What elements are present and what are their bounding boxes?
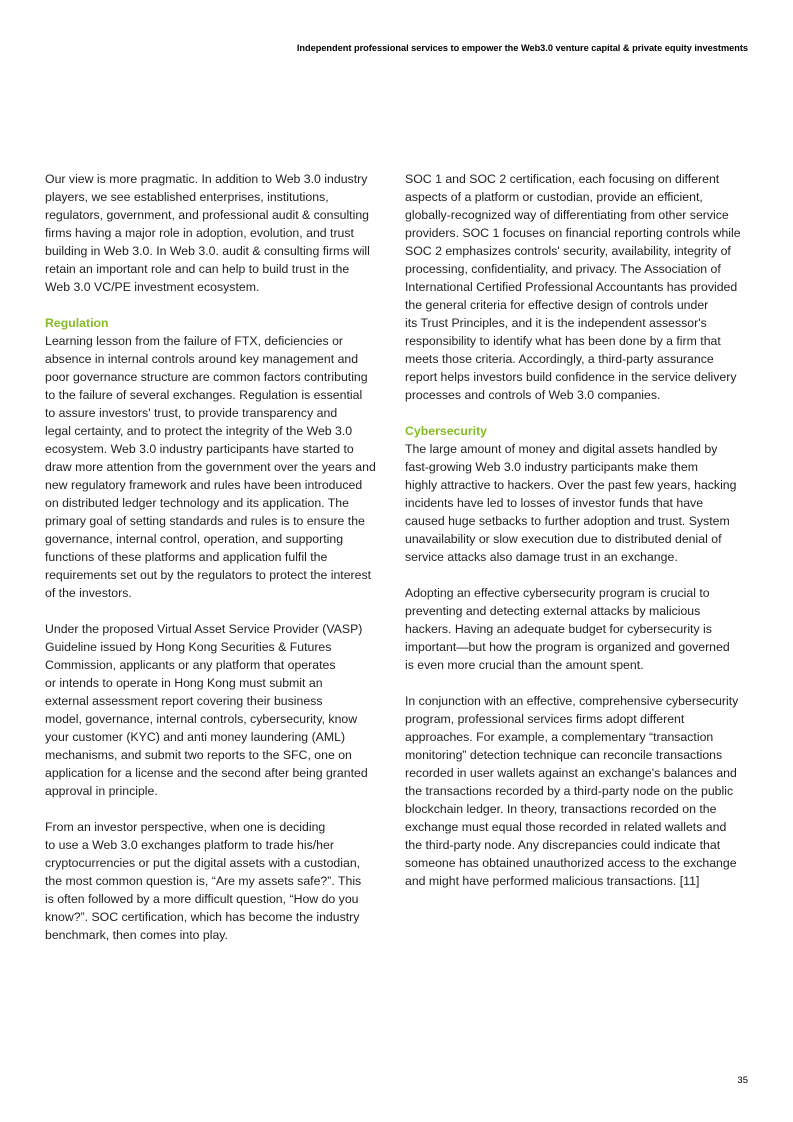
page-header-title: Independent professional services to empower the Web3.0 venture capital & private equity investments xyxy=(296,43,748,53)
text-line: processing, confidentiality, and privacy. The Association of xyxy=(405,262,721,276)
text-line: cryptocurrencies or put the digital assets with a custodian, xyxy=(45,856,361,870)
text-line: or intends to operate in Hong Kong must submit an xyxy=(45,676,323,690)
text-line: to the failure of several exchanges. Regulation is essential xyxy=(45,388,363,402)
text-line: ecosystem. Web 3.0 industry participants have started to xyxy=(45,442,354,456)
regulation-heading: Regulation xyxy=(45,316,109,330)
text-line: The large amount of money and digital assets handled by xyxy=(405,442,718,456)
text-line: to assure investors' trust, to provide transparency and xyxy=(45,406,338,420)
regulation-section xyxy=(45,314,387,602)
text-line: firms having a major role in adoption, evolution, and trust xyxy=(45,226,354,240)
text-line: program, professional services firms adopt different xyxy=(405,712,685,726)
cybersecurity-paragraph xyxy=(405,440,750,566)
text-line: Learning lesson from the failure of FTX, deficiencies or xyxy=(45,334,344,348)
text-line: the most common question is, “Are my assets safe?”. This xyxy=(45,874,362,888)
right-column xyxy=(405,170,750,908)
cybersecurity-heading: Cybersecurity xyxy=(405,424,488,438)
text-line: someone has obtained unauthorized access to the exchange xyxy=(405,856,737,870)
text-line: processes and controls of Web 3.0 companies. xyxy=(405,388,661,402)
text-line: approval in principle. xyxy=(45,784,158,798)
text-line: In conjunction with an effective, comprehensive cybersecurity xyxy=(405,694,739,708)
text-line: Our view is more pragmatic. In addition to Web 3.0 industry xyxy=(45,172,368,186)
text-line: important—but how the program is organized and governed xyxy=(405,640,730,654)
text-line: blockchain ledger. In theory, transactions recorded on the xyxy=(405,802,717,816)
conjunction-paragraph xyxy=(405,692,750,890)
text-line: meets those criteria. Accordingly, a third-party assurance xyxy=(405,352,714,366)
text-line: draw more attention from the government over the years and xyxy=(45,460,376,474)
text-line: the third-party node. Any discrepancies could indicate that xyxy=(405,838,721,852)
text-line: primary goal of setting standards and rules is to ensure the xyxy=(45,514,365,528)
text-line: requirements set out by the regulators to protect the interest xyxy=(45,568,372,582)
text-line: caused huge setbacks to further adoption and trust. System xyxy=(405,514,730,528)
text-line: preventing and detecting external attacks by malicious xyxy=(405,604,701,618)
text-line: Under the proposed Virtual Asset Service Provider (VASP) xyxy=(45,622,363,636)
text-line: absence in internal controls around key management and xyxy=(45,352,359,366)
text-line: service attacks also damage trust in an exchange. xyxy=(405,550,678,564)
text-line: players, we see established enterprises, institutions, xyxy=(45,190,329,204)
text-line: hackers. Having an adequate budget for cybersecurity is xyxy=(405,622,712,636)
left-column xyxy=(45,170,387,962)
text-line: highly attractive to hackers. Over the past few years, hacking xyxy=(405,478,737,492)
text-line: providers. SOC 1 focuses on financial reporting controls while xyxy=(405,226,741,240)
text-line: mechanisms, and submit two reports to the SFC, one on xyxy=(45,748,352,762)
text-line: SOC 2 emphasizes controls' security, availability, integrity of xyxy=(405,244,731,258)
text-line: functions of these platforms and application fulfil the xyxy=(45,550,328,564)
text-line: new regulatory framework and rules have been introduced xyxy=(45,478,363,492)
regulation-paragraph xyxy=(45,332,387,602)
text-line: Adopting an effective cybersecurity program is crucial to xyxy=(405,586,710,600)
text-line: retain an important role and can help to build trust in the xyxy=(45,262,350,276)
program-paragraph xyxy=(405,584,750,674)
text-line: is often followed by a more difficult question, “How do you xyxy=(45,892,359,906)
text-line: Web 3.0 VC/PE investment ecosystem. xyxy=(45,280,260,294)
text-line: of the investors. xyxy=(45,586,132,600)
text-line: SOC 1 and SOC 2 certification, each focusing on different xyxy=(405,172,720,186)
text-line: your customer (KYC) and anti money laundering (AML) xyxy=(45,730,346,744)
text-line: external assessment report covering their business xyxy=(45,694,323,708)
vasp-paragraph xyxy=(45,620,387,800)
text-line: building in Web 3.0. In Web 3.0. audit & consulting firms will xyxy=(45,244,370,258)
text-line: model, governance, internal controls, cybersecurity, know xyxy=(45,712,358,726)
text-line: exchange must equal those recorded in related wallets and xyxy=(405,820,727,834)
text-line: Commission, applicants or any platform that operates xyxy=(45,658,336,672)
text-line: poor governance structure are common factors contributing xyxy=(45,370,368,384)
text-line: benchmark, then comes into play. xyxy=(45,928,228,942)
text-line: Guideline issued by Hong Kong Securities & Futures xyxy=(45,640,332,654)
text-line: globally-recognized way of differentiating from other service xyxy=(405,208,729,222)
text-line: on distributed ledger technology and its application. The xyxy=(45,496,349,510)
text-line: the transactions recorded by a third-party node on the public xyxy=(405,784,734,798)
intro-paragraph xyxy=(45,170,387,296)
page-number: 35 xyxy=(737,1075,748,1086)
text-line: regulators, government, and professional audit & consulting xyxy=(45,208,370,222)
text-line: report helps investors build confidence in the service delivery xyxy=(405,370,737,384)
text-line: aspects of a platform or custodian, provide an efficient, xyxy=(405,190,703,204)
text-line: fast-growing Web 3.0 industry participants make them xyxy=(405,460,698,474)
text-line: application for a license and the second after being granted xyxy=(45,766,368,780)
text-line: its Trust Principles, and it is the independent assessor's xyxy=(405,316,707,330)
text-line: From an investor perspective, when one is deciding xyxy=(45,820,326,834)
text-line: incidents have led to losses of investor funds that have xyxy=(405,496,704,510)
soc-paragraph xyxy=(405,170,750,404)
text-line: recorded in user wallets against an exchange's balances and xyxy=(405,766,737,780)
text-line: know?”. SOC certification, which has become the industry xyxy=(45,910,360,924)
text-line: unavailability or slow execution due to distributed denial of xyxy=(405,532,722,546)
text-line: and might have performed malicious transactions. [11] xyxy=(405,874,700,888)
text-line: legal certainty, and to protect the integrity of the Web 3.0 xyxy=(45,424,353,438)
text-line: responsibility to identify what has been done by a firm that xyxy=(405,334,721,348)
text-line: monitoring” detection technique can reconcile transactions xyxy=(405,748,723,762)
text-line: International Certified Professional Accountants has provided xyxy=(405,280,738,294)
text-line: approaches. For example, a complementary “transaction xyxy=(405,730,714,744)
text-line: to use a Web 3.0 exchanges platform to trade his/her xyxy=(45,838,334,852)
text-line: is even more crucial than the amount spent. xyxy=(405,658,644,672)
text-line: the general criteria for effective design of controls under xyxy=(405,298,709,312)
cybersecurity-section xyxy=(405,422,750,566)
text-line: governance, internal control, operation, and supporting xyxy=(45,532,344,546)
investor-paragraph xyxy=(45,818,387,944)
